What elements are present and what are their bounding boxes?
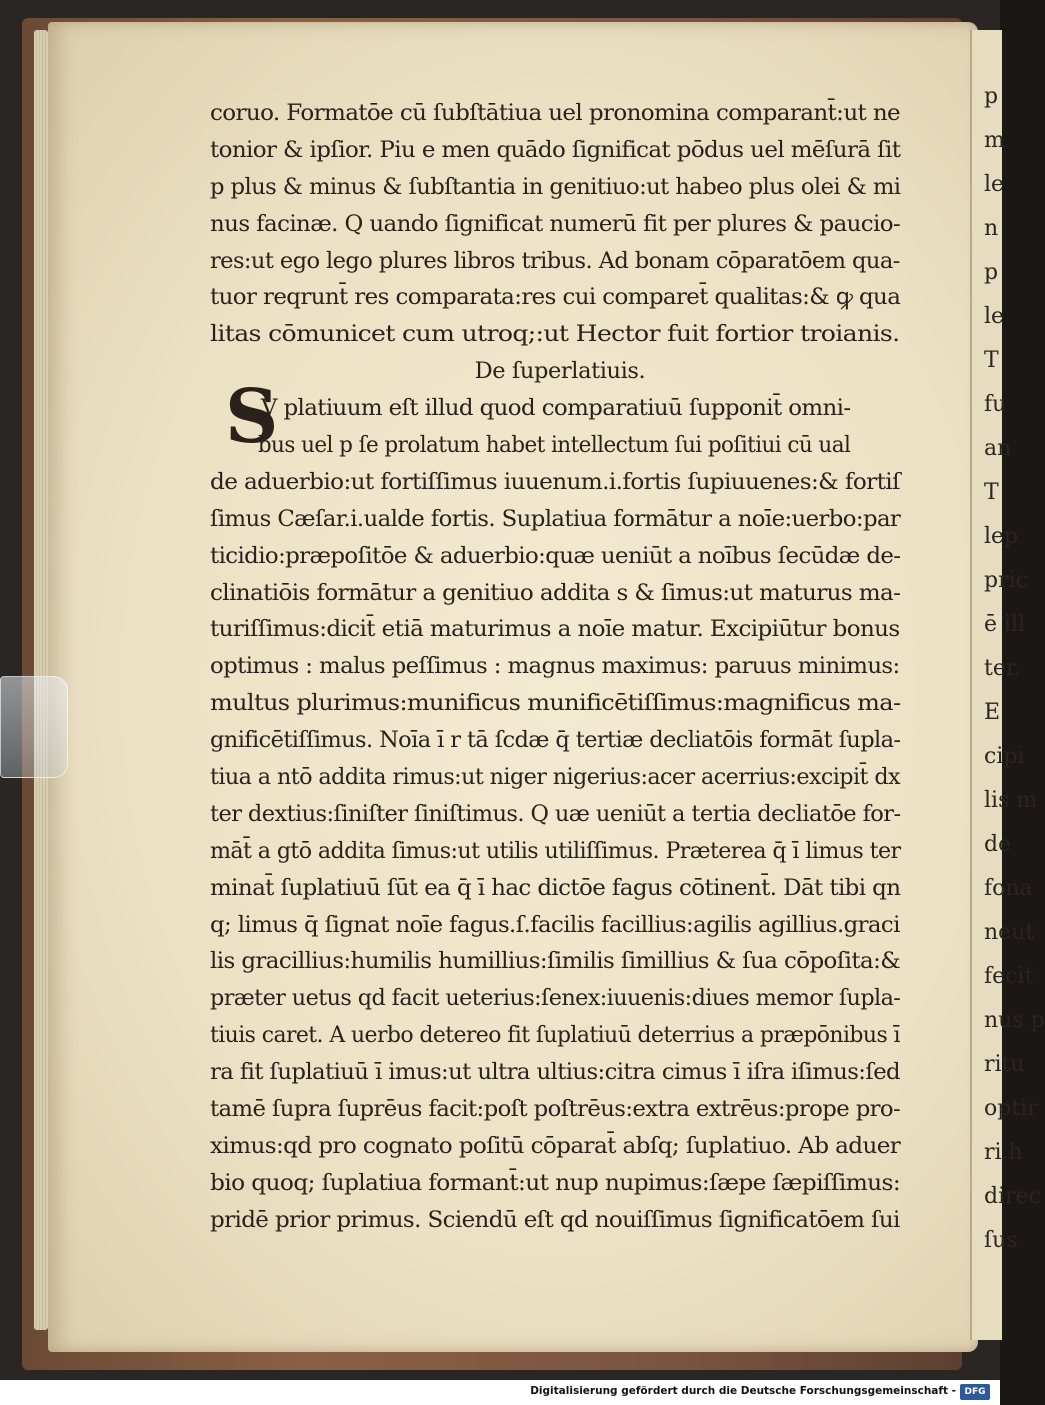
footer-credit: Digitalisierung gefördert durch die Deutsche Forschungsgemeinschaft -	[530, 1385, 956, 1397]
facing-fragment: T	[984, 480, 999, 505]
text-line: res:ut ego lego plures libros tribus. Ad bonam cōparatōem qua-	[210, 247, 900, 274]
text-line: lis gracillius:humilis humillius:ſimilis ſimillius & ſua cōpoſita:&	[210, 948, 901, 975]
text-line: coruo. Formatōe cū ſubſtātiua uel pronomina comparant̄:ut ne	[210, 100, 901, 126]
facing-fragment: de	[984, 832, 1012, 857]
text-line: bio quoq; ſuplatiua formant̄:ut nup nupimus:ſæpe ſæpiſſimus:	[210, 1169, 901, 1196]
facing-fragment: direc	[984, 1184, 1041, 1209]
facing-fragment: T	[984, 348, 999, 373]
footer-bar	[0, 1380, 1000, 1405]
facing-fragment: ritu	[984, 1052, 1025, 1077]
text-line: turiſſimus:dicit̄ etiā maturimus a noīe matur. Excipiūtur bonus	[210, 616, 900, 643]
text-line: p plus & minus & ſubſtantia in genitiuo:ut habeo plus olei & mi	[210, 173, 901, 200]
facing-fragment: ter.	[984, 656, 1021, 681]
facing-fragment: an	[984, 436, 1012, 461]
dfg-logo-icon: DFG	[960, 1384, 990, 1400]
facing-fragment: fecit	[984, 964, 1034, 989]
facing-fragment: ri.h	[984, 1140, 1023, 1165]
facing-fragment: p	[984, 260, 999, 285]
facing-fragment: lep	[984, 524, 1019, 549]
text-line: gnificētiſſimus. Noīa ī r tā ſcdæ q̄ tertiæ decliatōis formāt ſupla-	[210, 727, 901, 754]
text-line: ra fit ſuplatiuū ī imus:ut ultra ultius:citra cimus ī iſra iſimus:ſed	[210, 1059, 901, 1086]
facing-fragment: p	[984, 84, 999, 109]
facing-fragment: n	[984, 216, 999, 241]
drop-initial: S	[225, 374, 279, 460]
main-text	[210, 95, 910, 1239]
facing-fragment: lis m	[984, 788, 1038, 813]
facing-fragment: E	[984, 700, 1001, 725]
facing-fragment: ſus	[984, 1228, 1018, 1253]
text-line: ximus:qd pro cognato poſitū cōparat̄ abſq; ſuplatiuo. Ab aduer	[210, 1132, 901, 1159]
text-line: māt̄ a gtō addita ſimus:ut utilis utiliſſimus. Præterea q̄ ī limus ter	[210, 837, 901, 864]
facing-fragment: ē ill	[984, 612, 1026, 637]
facing-fragment: cipi	[984, 744, 1025, 769]
text-line: tuor reqrunt̄ res comparata:res cui comparet̄ qualitas:& ꝙ qua	[210, 284, 901, 311]
facing-fragment: fona	[984, 876, 1033, 901]
text-line: tiua a ntō addita rimus:ut niger nigerius:acer acerrius:excipit̄ dx	[210, 764, 900, 791]
text-line: minat̄ ſuplatiuū ſūt ea q̄ ī hac dictōe fagus cōtinent̄. Dāt tibi qn	[210, 874, 901, 901]
text-line: optimus : malus peſſimus : magnus maximus: paruus minimus:	[210, 653, 900, 680]
page-clip	[0, 676, 68, 778]
facing-page-edge	[970, 30, 1045, 1340]
text-line: multus plurimus:munificus munificētiſſimus:magnificus ma-	[210, 690, 901, 717]
text-line: nus facinæ. Q uando ſignificat numerū fit per plures & paucio-	[210, 210, 901, 237]
text-line: clinatiōis formātur a genitiuo addita s & ſimus:ut maturus ma-	[210, 579, 901, 606]
facing-fragment: m	[984, 128, 1005, 153]
section-heading: De ſuperlatiuis.	[474, 358, 646, 385]
facing-fragment: le	[984, 172, 1005, 197]
text-line: litas cōmunicet cum utroq;:ut Hector fuit fortior troianis.	[210, 321, 900, 348]
text-line: tamē ſupra ſuprēus facit:poſt poſtrēus:extra extrēus:prope pro-	[210, 1096, 901, 1123]
text-line: præter uetus qd facit ueterius:ſenex:iuuenis:diues memor ſupla-	[210, 985, 901, 1012]
text-line: q; limus q̄ ſignat noīe fagus.ſ.facilis facillius:agilis agillius.graci	[210, 911, 900, 938]
text-line: ticidio:præpoſitōe & aduerbio:quæ ueniūt a noībus ſecūdæ de-	[210, 542, 901, 569]
facing-fragment: neut	[984, 920, 1035, 945]
text-line: tonior & ipſior. Piu e men quādo ſignificat pōdus uel mēſurā ſit	[210, 136, 901, 163]
text-line: bus uel p ſe prolatum habet intellectum ſui poſitiui cū ual	[257, 432, 851, 459]
facing-fragment: fu	[984, 392, 1007, 417]
facing-fragment: le	[984, 304, 1005, 329]
facing-fragment: optir	[984, 1096, 1038, 1121]
text-line: ter dextius:ſiniſter ſiniſtimus. Q uæ ueniūt a tertia decliatōe for-	[210, 800, 901, 827]
text-line: V platiuum eſt illud quod comparatiuū ſupponit̄ omni-	[260, 395, 851, 422]
text-line: de aduerbio:ut fortiſſimus iuuenum.i.fortis ſupiuuenes:& fortiſ	[210, 468, 901, 495]
facing-fragment: pric	[984, 568, 1028, 593]
text-line: ſimus Cæſar.i.ualde fortis. Suplatiua formātur a noīe:uerbo:par	[210, 505, 901, 532]
text-line: tiuis caret. A uerbo detereo fit ſuplatiuū deterrius a præpōnibus ī	[210, 1022, 900, 1049]
facing-fragment: nus p	[984, 1008, 1045, 1033]
text-line: pridē prior primus. Sciendū eſt qd nouiſſimus ſignificatōem ſui	[210, 1206, 900, 1233]
